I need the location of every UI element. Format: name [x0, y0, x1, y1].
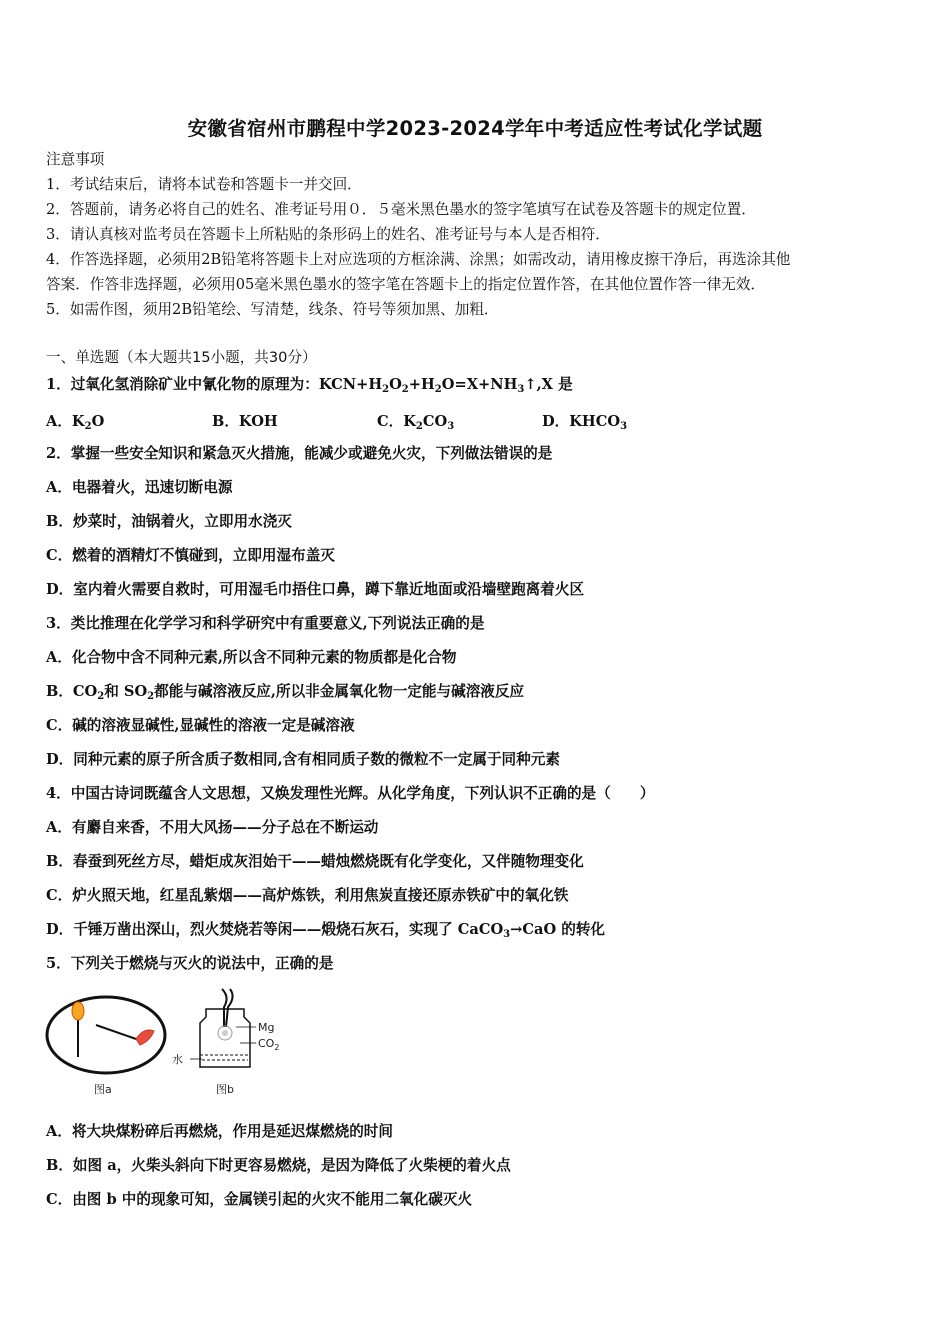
- figure-b-co2-label: $CO_2$: [258, 1037, 280, 1052]
- q5-stem: 5．下列关于燃烧与灭火的说法中，正确的是: [46, 955, 334, 972]
- q4-option-a: A．有麝自来香，不用大风扬——分子总在不断运动: [46, 819, 379, 836]
- figure-b-water-label: 水: [172, 1053, 183, 1066]
- figure-a-tilted-match: [96, 1025, 136, 1039]
- q3-stem: 3．类比推理在化学学习和科学研究中有重要意义,下列说法正确的是: [46, 615, 485, 632]
- q4-option-c: C．炉火照天地，红星乱紫烟——高炉炼铁，利用焦炭直接还原赤铁矿中的氧化铁: [46, 887, 569, 904]
- figure-b-label: 图b: [216, 1083, 234, 1096]
- figure-a-label: 图a: [94, 1083, 112, 1096]
- section-heading: 一、单选题（本大题共15小题，共30分）: [46, 349, 317, 366]
- notice-heading: 注意事项: [46, 151, 105, 168]
- notice-item-2: 2．答题前，请务必将自己的姓名、准考证号用０．５毫米黑色墨水的签字笔填写在试卷及答题卡的规定位置．: [46, 201, 756, 218]
- exam-title: 安徽省宿州市鹏程中学2023-2024学年中考适应性考试化学试题: [187, 117, 763, 140]
- q5-figure: [44, 987, 304, 1099]
- figure-a-tilted-flame-icon: [136, 1030, 154, 1045]
- notice-item-1: 1．考试结束后，请将本试卷和答题卡一并交回．: [46, 176, 362, 193]
- q3-option-b: B．$CO_2$和 $SO_2$都能与碱溶液反应,所以非金属氧化物一定能与碱溶液反应: [46, 683, 525, 702]
- notice-item-5: 5．如需作图，须用2B铅笔绘、写清楚，线条、符号等须加黑、加粗．: [46, 301, 499, 318]
- q1-option-b: B．KOH: [212, 413, 278, 430]
- q2-option-b: B．炒菜时，油锅着火，立即用水浇灭: [46, 513, 292, 530]
- q2-option-a: A．电器着火，迅速切断电源: [46, 479, 233, 496]
- q3-option-d: D．同种元素的原子所含质子数相同,含有相同质子数的微粒不一定属于同种元素: [46, 751, 560, 768]
- q5-figure-svg: [44, 987, 304, 1099]
- q1-option-a: A．$K_2O$: [46, 413, 105, 432]
- q5-option-b: B．如图 a，火柴头斜向下时更容易燃烧，是因为降低了火柴梗的着火点: [46, 1157, 511, 1174]
- notice-item-4-cont: 答案．作答非选择题，必须用05毫米黑色墨水的签字笔在答题卡上的指定位置作答，在其他位置作答一律无效．: [46, 276, 766, 293]
- figure-b-mg-label: Mg: [258, 1021, 275, 1034]
- figure-b-illustration: [172, 989, 279, 1096]
- q1-option-c: C．$K_2CO_3$: [377, 413, 455, 432]
- q5-option-a: A．将大块煤粉碎后再燃烧，作用是延迟煤燃烧的时间: [46, 1123, 393, 1140]
- q1-option-d: D．$KHCO_3$: [542, 413, 628, 432]
- q3-option-a: A．化合物中含不同种元素,所以含不同种元素的物质都是化合物: [46, 649, 457, 666]
- q4-option-d: D．千锤万凿出深山，烈火焚烧若等闲——煅烧石灰石，实现了 CaCO$_3$→CaO 的转化: [46, 921, 606, 940]
- notice-item-3: 3．请认真核对监考员在答题卡上所粘贴的条形码上的姓名、准考证号与本人是否相符．: [46, 226, 610, 243]
- q4-option-b: B．春蚕到死丝方尽，蜡炬成灰泪始干——蜡烛燃烧既有化学变化，又伴随物理变化: [46, 853, 584, 870]
- figure-a-illustration: [47, 997, 165, 1096]
- q5-option-c: C．由图 b 中的现象可知，金属镁引起的火灾不能用二氧化碳灭火: [46, 1191, 473, 1208]
- q4-stem: 4．中国古诗词既蕴含人文思想，又焕发理性光辉。从化学角度，下列认识不正确的是（ ）: [46, 785, 655, 802]
- figure-b-spark: [222, 1030, 228, 1036]
- q2-option-c: C．燃着的酒精灯不慎碰到，立即用湿布盖灭: [46, 547, 335, 564]
- figure-a-flame-icon: [72, 1002, 84, 1020]
- notice-item-4: 4．作答选择题，必须用2B铅笔将答题卡上对应选项的方框涂满、涂黑；如需改动，请用橡皮擦干净后，再选涂其他: [46, 251, 791, 268]
- q1-stem: 1．过氧化氢消除矿业中氰化物的原理为：$KCN+H_2O_2+H_2O=X+NH_3↑,X$ 是: [46, 376, 573, 395]
- figure-b-tongs-2: [226, 989, 233, 1027]
- q3-option-c: C．碱的溶液显碱性,显碱性的溶液一定是碱溶液: [46, 717, 355, 734]
- q2-option-d: D．室内着火需要自救时，可用湿毛巾捂住口鼻，蹲下靠近地面或沿墙壁跑离着火区: [46, 581, 585, 598]
- q2-stem: 2．掌握一些安全知识和紧急灭火措施，能减少或避免火灾，下列做法错误的是: [46, 445, 553, 462]
